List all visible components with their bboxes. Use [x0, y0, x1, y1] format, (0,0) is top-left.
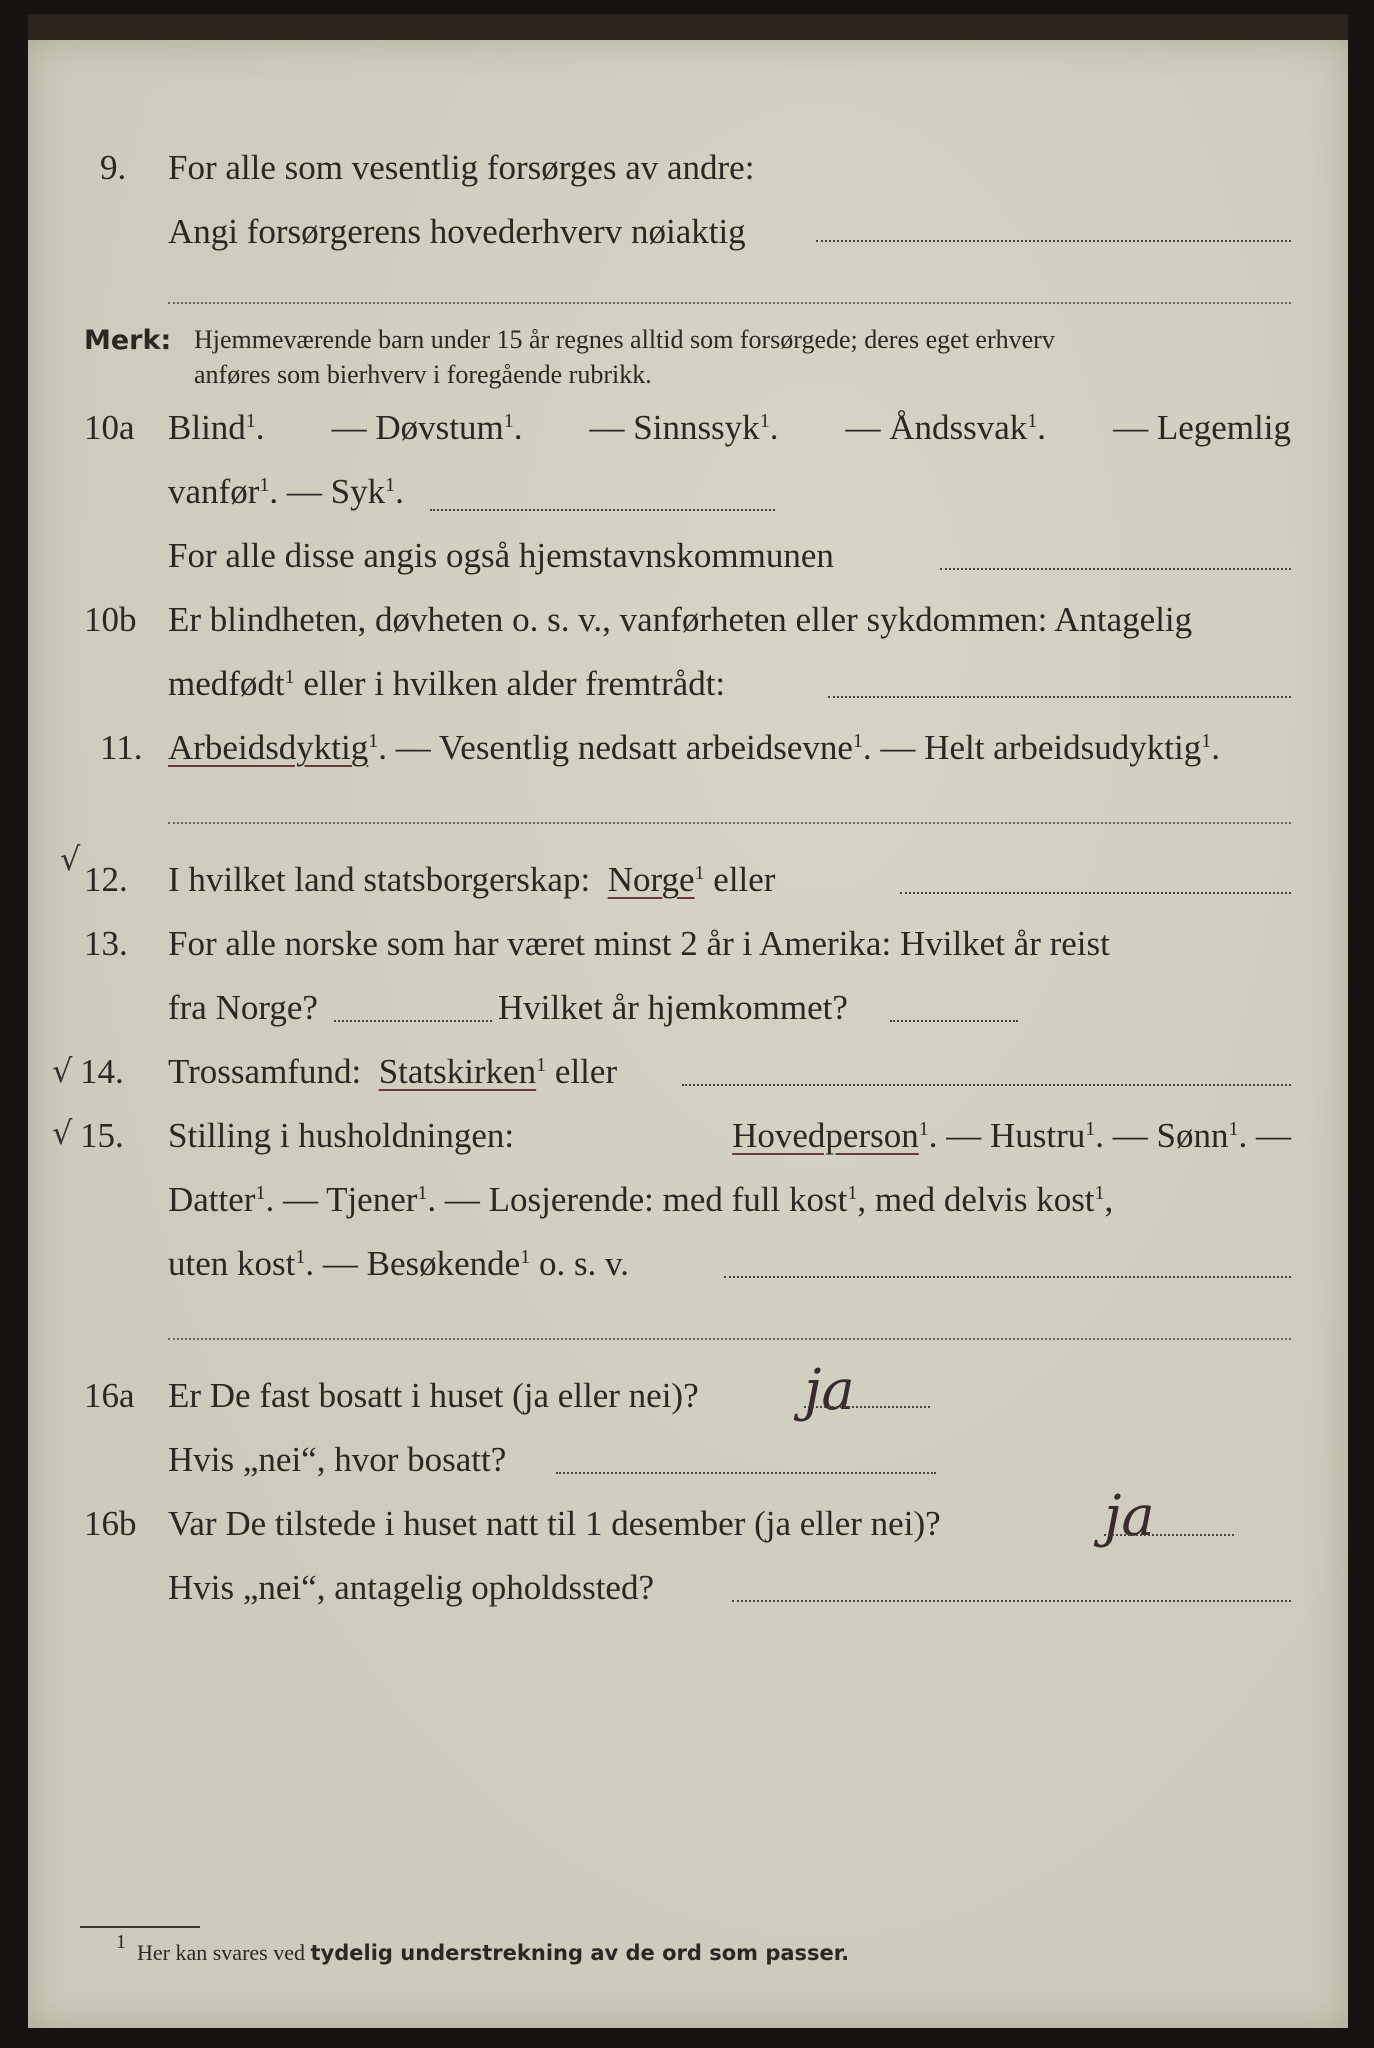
merk-line2: anføres som bierhverv i foregående rubrikk.: [194, 360, 652, 389]
q9-line2: Angi forsørgerens hovederhverv nøiaktig: [168, 212, 746, 251]
q9-line1: For alle som vesentlig forsørges av andre:: [168, 148, 755, 187]
q11-nedsatt[interactable]: . — Vesentlig nedsatt arbeidsevne: [378, 728, 853, 767]
q15-hovedperson-underlined[interactable]: Hovedperson: [732, 1116, 919, 1155]
merk-line1: Hjemmeværende barn under 15 år regnes alltid som forsørgede; deres eget erhverv: [194, 325, 1055, 354]
q12-check-icon: √: [60, 840, 81, 878]
q16b-answer-line[interactable]: [1104, 1534, 1234, 1536]
q16b-handwritten-answer[interactable]: ja: [1104, 1484, 1155, 1549]
q15-besokende[interactable]: . — Besøkende: [305, 1244, 521, 1283]
q15-line1: Stilling i husholdningen: Hovedperson$^1$. — Hustru$^1$. — Sønn$^1$. —: [168, 1116, 1291, 1155]
q16a-bosatt-answer-line[interactable]: [556, 1472, 936, 1474]
q12-norge-underlined[interactable]: Norge: [607, 860, 695, 899]
q10a-syk-answer-line[interactable]: [430, 509, 775, 511]
q16a-line1: Er De fast bosatt i huset (ja eller nei)?: [168, 1376, 699, 1415]
q10a-line1: Blind$^1$. — Døvstum$^1$. — Sinnssyk$^1$. — Åndssvak$^1$. — Legemlig: [168, 408, 1291, 447]
q13-fra-norge: fra Norge?: [168, 988, 318, 1027]
q16a-handwritten-answer[interactable]: ja: [804, 1358, 855, 1423]
q15-delvis-kost[interactable]: , med delvis kost: [857, 1180, 1095, 1219]
q9-number: 9.: [100, 148, 127, 187]
q13-number: 13.: [84, 924, 128, 963]
q12-answer-line[interactable]: [900, 892, 1291, 894]
q16b-line2: Hvis „nei“, antagelig opholdssted?: [168, 1568, 654, 1607]
q14-number: 14.: [80, 1052, 124, 1091]
q14-line: Trossamfund: Statskirken$^1$ eller: [168, 1052, 618, 1091]
q12-number: 12.: [84, 860, 128, 899]
q10a-andssvak[interactable]: — Åndssvak: [845, 408, 1028, 447]
q11-arbeidsdyktig-underlined[interactable]: Arbeidsdyktig: [168, 728, 369, 767]
q11-extra-line[interactable]: [168, 822, 1291, 824]
q13-hjemkommet-answer-line[interactable]: [890, 1020, 1018, 1022]
q10a-syk[interactable]: . — Syk: [269, 472, 386, 511]
q10a-sinnssyk[interactable]: — Sinnssyk: [589, 408, 760, 447]
q9-extra-line[interactable]: [168, 302, 1291, 304]
merk-label: Merk:: [84, 325, 172, 356]
q15-check-icon: √: [52, 1114, 73, 1152]
q10b-number: 10b: [84, 600, 137, 639]
q15-line3: uten kost$^1$. — Besøkende$^1$ o. s. v.: [168, 1244, 630, 1283]
q10a-kommune-answer-line[interactable]: [940, 568, 1291, 570]
q11-line: Arbeidsdyktig$^1$. — Vesentlig nedsatt arbeidsevne$^1$. — Helt arbeidsudyktig$^1$.: [168, 728, 1220, 767]
q16a-line2: Hvis „nei“, hvor bosatt?: [168, 1440, 507, 1479]
q15-answer-line[interactable]: [724, 1276, 1291, 1278]
footnote: $^1$ Her kan svares ved tydelig understrekning av de ord som passer.: [116, 1931, 850, 1965]
q14-statskirken-underlined[interactable]: Statskirken: [378, 1052, 537, 1091]
footnote-rule: [80, 1926, 200, 1928]
q15-hustru[interactable]: . — Hustru: [928, 1116, 1086, 1155]
q15-number: 15.: [80, 1116, 124, 1155]
q16a-number: 16a: [84, 1376, 135, 1415]
q10a-legemlig[interactable]: — Legemlig: [1113, 408, 1291, 447]
q10a-vanfor[interactable]: vanfør: [168, 472, 260, 511]
scan-top-edge: [28, 14, 1348, 42]
q10a-line3: For alle disse angis også hjemstavnskommunen: [168, 536, 834, 575]
q10a-number: 10a: [84, 408, 135, 447]
q16a-answer-line[interactable]: [804, 1406, 930, 1408]
q9-answer-line[interactable]: [816, 240, 1291, 242]
q14-check-icon: √: [52, 1052, 73, 1090]
q15-line2: Datter$^1$. — Tjener$^1$. — Losjerende: med full kost$^1$, med delvis kost$^1$,: [168, 1180, 1114, 1219]
q15-datter[interactable]: Datter: [168, 1180, 256, 1219]
q15-uten-kost[interactable]: uten kost: [168, 1244, 296, 1283]
q15-extra-line[interactable]: [168, 1338, 1291, 1340]
census-form-page: [28, 40, 1348, 2028]
q12-line: I hvilket land statsborgerskap: Norge$^1$ eller: [168, 860, 776, 899]
q11-number: 11.: [100, 728, 143, 767]
q16b-number: 16b: [84, 1504, 137, 1543]
q16b-opholdssted-answer-line[interactable]: [732, 1600, 1291, 1602]
q15-sonn[interactable]: . — Sønn: [1095, 1116, 1229, 1155]
q10b-answer-line[interactable]: [828, 696, 1291, 698]
q15-tjener[interactable]: . — Tjener: [265, 1180, 418, 1219]
q16b-line1: Var De tilstede i huset natt til 1 desember (ja eller nei)?: [168, 1504, 941, 1543]
q13-line1: For alle norske som har været minst 2 år i Amerika: Hvilket år reist: [168, 924, 1110, 963]
q11-udyktig[interactable]: . — Helt arbeidsudyktig: [862, 728, 1202, 767]
q10a-dovstum[interactable]: — Døvstum: [331, 408, 504, 447]
q13-hjemkommet: Hvilket år hjemkommet?: [498, 988, 848, 1027]
q13-reist-answer-line[interactable]: [334, 1020, 492, 1022]
q10b-line2: medfødt$^1$ eller i hvilken alder fremtrådt:: [168, 664, 726, 703]
q10a-line2: vanfør$^1$. — Syk$^1$.: [168, 472, 404, 511]
q10a-blind[interactable]: Blind: [168, 408, 246, 447]
q14-answer-line[interactable]: [682, 1084, 1291, 1086]
q15-full-kost[interactable]: . — Losjerende: med full kost: [427, 1180, 848, 1219]
q10b-line1: Er blindheten, døvheten o. s. v., vanførheten eller sykdommen: Antagelig: [168, 600, 1193, 639]
